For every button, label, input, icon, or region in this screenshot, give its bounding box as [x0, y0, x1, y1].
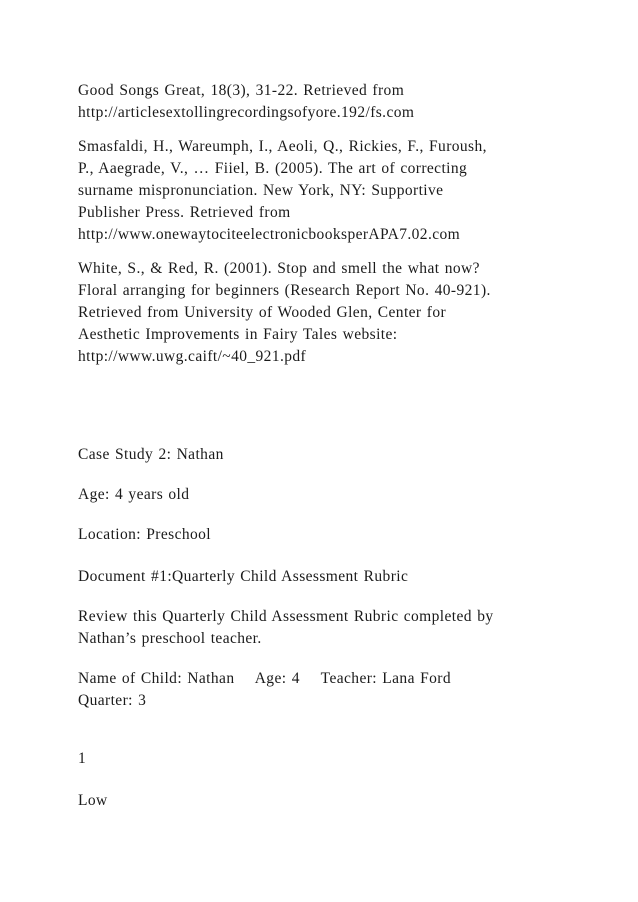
child-info-line: Name of Child: Nathan Age: 4 Teacher: Lana Ford [78, 670, 452, 687]
instruction-line: Review this Quarterly Child Assessment Rubric completed by [78, 608, 494, 625]
instruction-line: Nathan’s preschool teacher. [78, 630, 262, 647]
case-study-title: Case Study 2: Nathan [78, 446, 224, 463]
reference-url: http://www.uwg.caift/~40_921.pdf [78, 348, 307, 365]
reference-url: http://articlesextollingrecordingsofyore.192/fs.com [78, 104, 415, 121]
quarter-line: Quarter: 3 [78, 692, 147, 709]
location-line: Location: Preschool [78, 526, 212, 543]
reference-url: http://www.onewaytociteelectronicbooksperAPA7.02.com [78, 226, 461, 243]
document-heading: Document #1:Quarterly Child Assessment Rubric [78, 568, 409, 585]
reference-line: P., Aaegrade, V., … Fiiel, B. (2005). The art of correcting [78, 160, 468, 177]
reference-line: Aesthetic Improvements in Fairy Tales website: [78, 326, 398, 343]
reference-line: surname mispronunciation. New York, NY: Supportive [78, 182, 444, 199]
rubric-score: 1 [78, 750, 87, 767]
rubric-level: Low [78, 792, 108, 809]
reference-line: Smasfaldi, H., Wareumph, I., Aeoli, Q., Rickies, F., Furoush, [78, 138, 487, 155]
reference-line: Good Songs Great, 18(3), 31-22. Retrieved from [78, 82, 405, 99]
reference-line: Publisher Press. Retrieved from [78, 204, 291, 221]
reference-line: Floral arranging for beginners (Research Report No. 40-921). [78, 282, 491, 299]
reference-line: White, S., & Red, R. (2001). Stop and smell the what now? [78, 260, 480, 277]
age-line: Age: 4 years old [78, 486, 190, 503]
reference-line: Retrieved from University of Wooded Glen, Center for [78, 304, 447, 321]
